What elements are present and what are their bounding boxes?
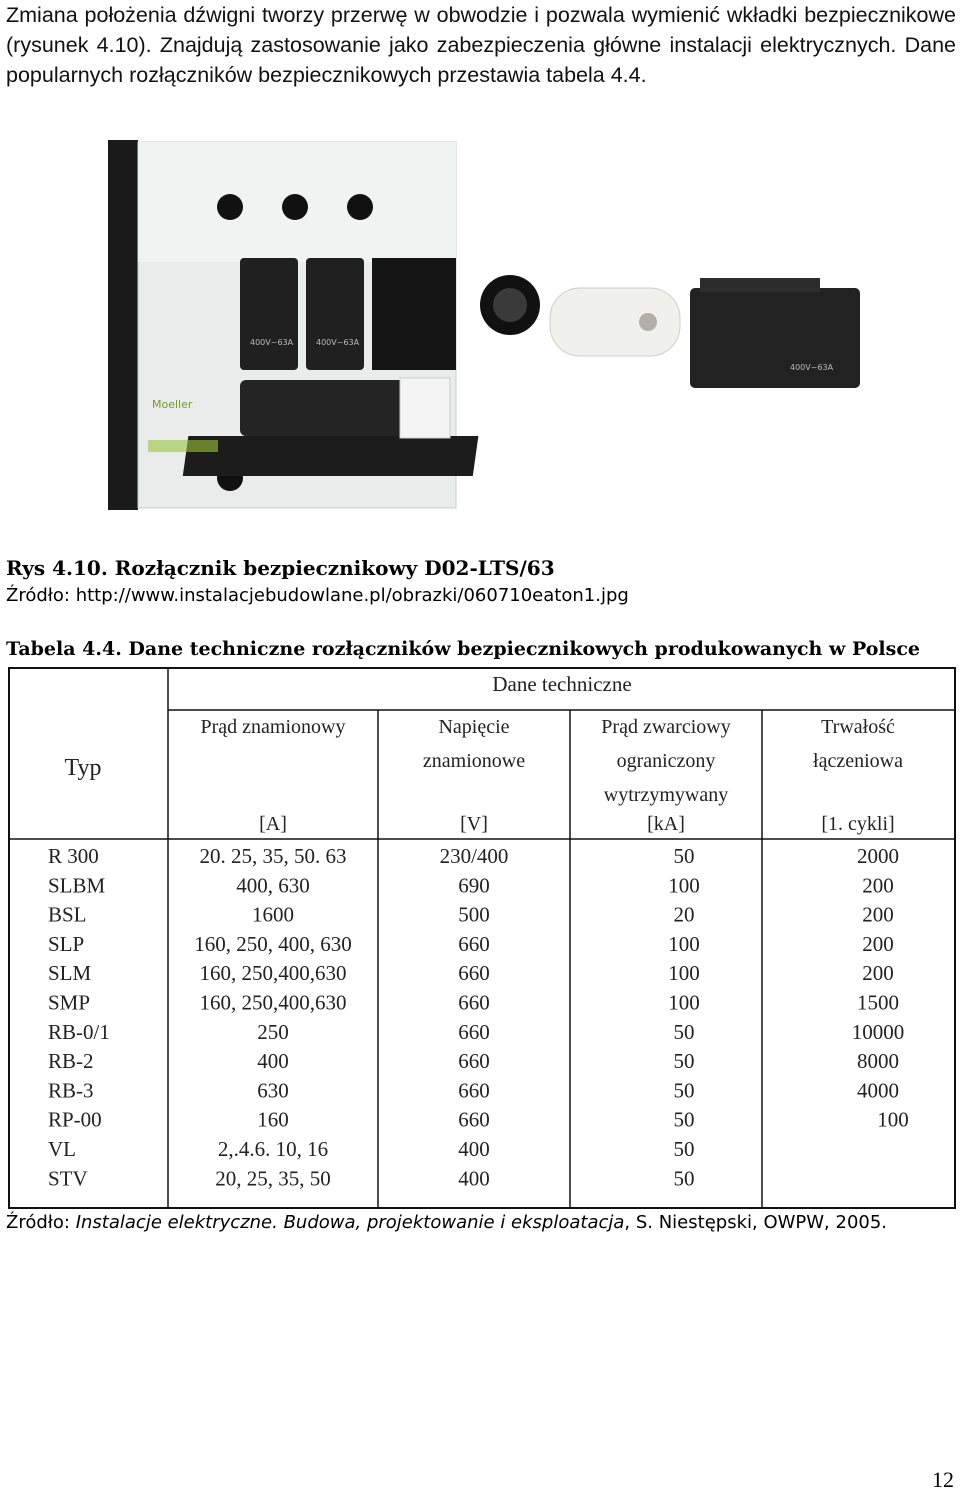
row-type: SLBM [48, 873, 106, 898]
column-headers [201, 716, 904, 835]
table-cell: 100 [668, 961, 700, 986]
table-cell: 4000 [857, 1078, 899, 1103]
row-type: STV [48, 1166, 88, 1191]
table-row [48, 1020, 904, 1044]
terminal-hole [347, 194, 373, 220]
table-cell: 50 [673, 844, 695, 868]
table-cell: 660 [458, 1049, 490, 1074]
row-type: RP-00 [48, 1107, 102, 1132]
table-row [48, 1078, 899, 1102]
column-header-line: ograniczony [616, 750, 716, 772]
page-number: 12 [932, 1467, 954, 1492]
table-cell: 690 [458, 873, 490, 898]
figure-source: Źródło: http://www.instalacjebudowlane.pl/obrazki/060710eaton1.jpg [6, 585, 629, 606]
source-note-prefix: Źródło: [6, 1212, 76, 1233]
terminal-hole [217, 194, 243, 220]
fuse-carrier-removed [690, 288, 860, 388]
table-cell: 200 [862, 931, 894, 956]
column-header-line: łączeniowa [813, 750, 903, 772]
table-cell: 160, 250,400,630 [199, 990, 347, 1015]
column-header-line: Prąd znamionowy [200, 716, 346, 738]
table-row [48, 903, 894, 927]
row-type: BSL [48, 902, 87, 927]
table-cell: 100 [668, 990, 700, 1015]
empty-fuse-slot [372, 258, 456, 370]
table-cell: 20. 25, 35, 50. 63 [199, 844, 347, 868]
column-header-line: Prąd zwarciowy [601, 716, 731, 738]
table-cell: 20, 25, 35, 50 [215, 1166, 331, 1191]
table-row [48, 1137, 695, 1161]
module-rating-text: 400V~63A [250, 338, 294, 347]
table-cell: 50 [673, 1107, 695, 1132]
table-cell: 200 [862, 873, 894, 898]
intro-paragraph: Zmiana położenia dźwigni tworzy przerwę w obwodzie i pozwala wymienić wkładki bezpiecznikowe (rysunek 4.10). Znajdują zastosowanie jako zabezpieczenia główne instalacji elektrycznych. Dane popularnych rozłączników bezpiecznikowych przestawia tabela 4.4. [6, 3, 956, 87]
fuse-carrier [306, 258, 364, 370]
row-type: RB-3 [48, 1078, 94, 1103]
table-row [48, 1108, 909, 1132]
table-grid [8, 667, 956, 1209]
table-cell: 660 [458, 1107, 490, 1132]
table-cell: 10000 [851, 1019, 905, 1044]
table-cell: 230/400 [439, 844, 509, 868]
table-cell: 50 [673, 1166, 695, 1191]
switch-handle [183, 436, 479, 476]
technical-data-table [8, 667, 956, 1209]
figure-caption: Rys 4.10. Rozłącznik bezpiecznikowy D02-LTS/63 [6, 556, 555, 580]
table-cell: 660 [458, 931, 490, 956]
table-cell: 660 [458, 961, 490, 986]
table-cell: 1600 [252, 902, 294, 927]
table-cell: 160, 250,400,630 [199, 961, 347, 986]
table-row [48, 961, 894, 985]
fuse-cartridge [550, 288, 680, 356]
type-header: Typ [64, 755, 102, 781]
table-cell: 50 [673, 1049, 695, 1074]
table-cell: 50 [673, 1078, 695, 1103]
table-title: Tabela 4.4. Dane techniczne rozłączników bezpiecznikowych produkowanych w Polsce [6, 638, 920, 660]
table-cell: 200 [862, 902, 894, 927]
table-cell: 2,.4.6. 10, 16 [217, 1137, 329, 1161]
table-cell: 8000 [857, 1049, 899, 1074]
table-cell: 400 [257, 1049, 289, 1074]
source-note-title: Instalacje elektryczne. Budowa, projektowanie i eksploatacja [75, 1212, 625, 1233]
table-cell: 100 [877, 1107, 909, 1132]
table-cell: 500 [458, 902, 490, 927]
column-unit: [A] [259, 813, 287, 835]
row-type: SLP [48, 931, 85, 956]
row-type: RB-2 [48, 1049, 94, 1074]
table-cell: 1500 [857, 990, 899, 1015]
table-cell: 200 [862, 961, 894, 986]
table-cell: 660 [458, 1019, 490, 1044]
figure-photo [100, 140, 870, 525]
table-body [48, 844, 909, 1190]
table-cell: 660 [458, 1078, 490, 1103]
table-cell: 100 [668, 931, 700, 956]
group-header: Dane techniczne [492, 672, 632, 696]
row-type: VL [48, 1137, 76, 1161]
table-cell: 400 [458, 1166, 490, 1191]
table-row [48, 932, 894, 956]
row-type: SLM [48, 961, 92, 986]
table-cell: 400, 630 [236, 873, 310, 898]
table-cell: 160 [257, 1107, 289, 1132]
terminal-hole [282, 194, 308, 220]
table-row [48, 873, 894, 897]
table-cell: 250 [257, 1019, 289, 1044]
module-rating-text: 400V~63A [790, 363, 834, 372]
table-cell: 100 [668, 873, 700, 898]
table-cell: 630 [257, 1078, 289, 1103]
brand-label: Moeller [152, 398, 193, 411]
table-row [48, 844, 899, 868]
fuse-carrier [240, 258, 298, 370]
row-type: R 300 [48, 844, 99, 868]
table-cell: 2000 [857, 844, 899, 868]
module-rating-text: 400V~63A [316, 338, 360, 347]
table-row [48, 1049, 899, 1073]
table-cell: 660 [458, 990, 490, 1015]
table-row [48, 1166, 695, 1190]
table-cell: 160, 250, 400, 630 [194, 931, 352, 956]
column-unit: [kA] [647, 813, 685, 835]
source-note [6, 1212, 887, 1233]
row-type: RB-0/1 [48, 1019, 110, 1044]
column-unit: [V] [460, 813, 488, 835]
column-unit: [1. cykli] [821, 813, 895, 835]
table-cell: 400 [458, 1137, 490, 1161]
table-cell: 50 [673, 1137, 695, 1161]
column-header-line: Napięcie [438, 716, 510, 738]
device-side-panel [108, 140, 138, 510]
source-note-suffix: , S. Niestępski, OWPW, 2005. [624, 1212, 888, 1233]
row-type: SMP [48, 990, 91, 1015]
fuse-switch-disconnector-illustration [100, 140, 870, 525]
column-header-line: wytrzymywany [603, 784, 729, 806]
table-cell: 50 [673, 1019, 695, 1044]
column-header-line: Trwałość [821, 716, 895, 738]
column-header-line: znamionowe [422, 750, 526, 772]
table-row [48, 991, 899, 1015]
table-cell: 20 [673, 902, 695, 927]
